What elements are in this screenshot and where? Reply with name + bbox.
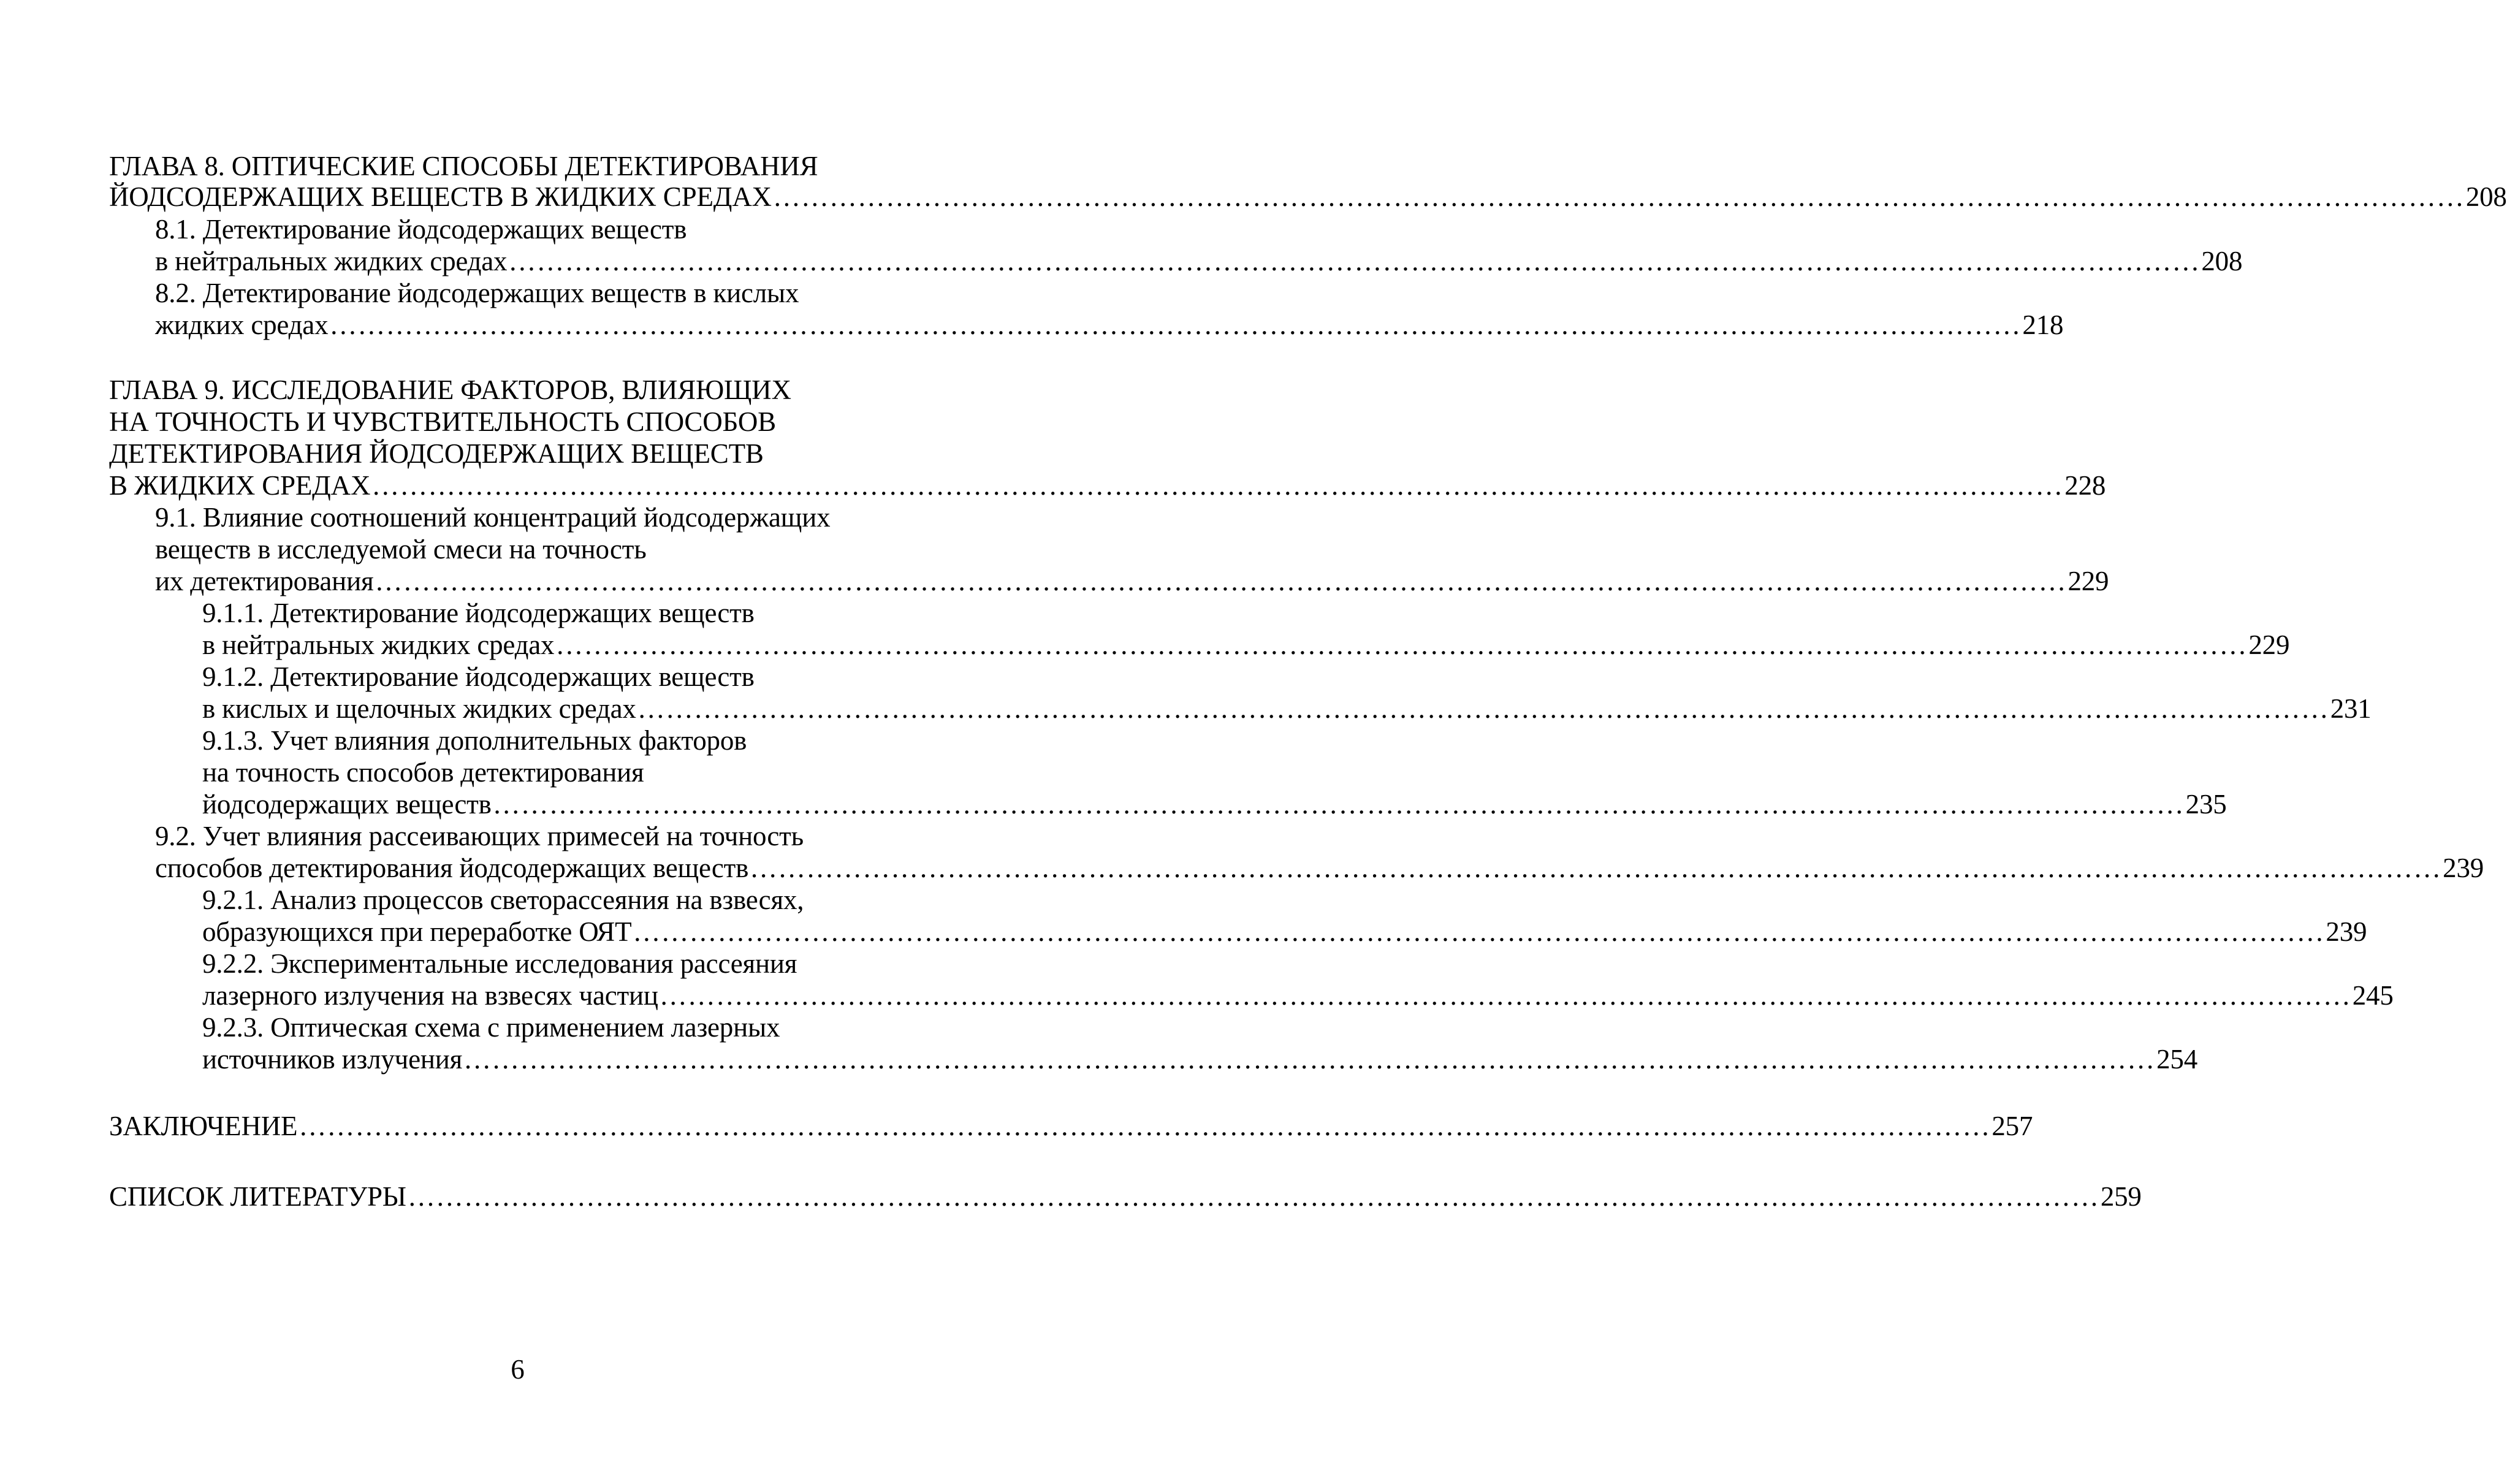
toc-page-number: 218 <box>2022 310 2064 340</box>
toc-page-number: 259 <box>2100 1181 2142 1212</box>
toc-entry <box>155 565 2109 597</box>
toc-page-number: 229 <box>2248 630 2290 660</box>
toc-entry-references <box>109 1181 2142 1212</box>
toc-entry <box>109 470 2106 501</box>
dot-leader: ……………………………………………………………………………………………………………………………………………………………… <box>329 310 2022 340</box>
toc-text: способов детектирования йодсодержащих веществ <box>155 853 749 883</box>
toc-text: 9.2.1. Анализ процессов светорассеяния на взвесях, <box>202 885 804 915</box>
toc-chapter-heading <box>109 438 764 470</box>
toc-text: в кислых и щелочных жидких средах <box>202 693 636 724</box>
toc-text: йодсодержащих веществ <box>202 789 492 820</box>
toc-entry <box>202 916 2367 948</box>
dot-leader: ……………………………………………………………………………………………………………………………………………………………… <box>371 470 2064 501</box>
toc-text: на точность способов детектирования <box>202 757 644 788</box>
toc-text: ЗАКЛЮЧЕНИЕ <box>109 1111 298 1141</box>
toc-page-number: 208 <box>2465 181 2507 212</box>
toc-text: в нейтральных жидких средах <box>202 630 555 660</box>
toc-text: СПИСОК ЛИТЕРАТУРЫ <box>109 1181 406 1212</box>
toc-section <box>155 533 647 565</box>
toc-text: ЙОДСОДЕРЖАЩИХ ВЕЩЕСТВ В ЖИДКИХ СРЕДАХ <box>109 181 772 212</box>
toc-text: 8.2. Детектирование йодсодержащих веществ в кислых <box>155 278 799 308</box>
toc-text: ГЛАВА 9. ИССЛЕДОВАНИЕ ФАКТОРОВ, ВЛИЯЮЩИХ <box>109 375 791 405</box>
toc-text: их детектирования <box>155 566 374 596</box>
toc-text: лазерного излучения на взвесях частиц <box>202 980 658 1011</box>
toc-page-number: 228 <box>2064 470 2106 501</box>
toc-text: 9.2.3. Оптическая схема с применением лазерных <box>202 1012 780 1043</box>
toc-text: 9.1.1. Детектирование йодсодержащих веществ <box>202 598 755 628</box>
dot-leader: ……………………………………………………………………………………………………………………………………………………………… <box>659 980 2351 1011</box>
toc-section <box>155 213 687 245</box>
toc-page-number: 254 <box>2156 1044 2198 1075</box>
toc-text: образующихся при переработке ОЯТ <box>202 916 632 947</box>
toc-page-number: 231 <box>2330 693 2372 724</box>
dot-leader: ……………………………………………………………………………………………………………………………………………………………… <box>492 789 2185 820</box>
toc-entry <box>202 693 2372 725</box>
toc-text: 9.1. Влияние соотношений концентраций йодсодержащих <box>155 502 831 533</box>
dot-leader: ……………………………………………………………………………………………………………………………………………………………… <box>299 1111 1991 1141</box>
toc-entry <box>155 245 2243 277</box>
toc-text: В ЖИДКИХ СРЕДАХ <box>109 470 371 501</box>
toc-page-number: 208 <box>2201 246 2243 276</box>
toc-entry <box>155 309 2064 341</box>
dot-leader: ……………………………………………………………………………………………………………………………………………………………… <box>407 1181 2099 1212</box>
dot-leader: ……………………………………………………………………………………………………………………………………………………………… <box>375 566 2067 596</box>
toc-subsection <box>202 661 755 693</box>
toc-section <box>155 501 830 533</box>
toc-text: источников излучения <box>202 1044 463 1075</box>
toc-text: 9.2. Учет влияния рассеивающих примесей на точность <box>155 821 804 851</box>
toc-section <box>155 820 804 852</box>
toc-text: 8.1. Детектирование йодсодержащих веществ <box>155 214 687 245</box>
toc-entry <box>155 852 2484 884</box>
toc-page-number: 239 <box>2443 853 2484 883</box>
toc-entry <box>202 1043 2198 1075</box>
toc-text: ДЕТЕКТИРОВАНИЯ ЙОДСОДЕРЖАЩИХ ВЕЩЕСТВ <box>109 438 764 469</box>
toc-text: веществ в исследуемой смеси на точность <box>155 534 647 565</box>
page-number: 6 <box>511 1354 525 1385</box>
toc-page-number: 235 <box>2185 789 2227 820</box>
toc-page-number: 229 <box>2068 566 2109 596</box>
toc-chapter-heading <box>109 150 818 182</box>
toc-chapter-heading <box>109 374 791 406</box>
dot-leader: ……………………………………………………………………………………………………………………………………………………………… <box>637 693 2329 724</box>
toc-text: 9.1.3. Учет влияния дополнительных факторов <box>202 725 747 756</box>
toc-text: ГЛАВА 8. ОПТИЧЕСКИЕ СПОСОБЫ ДЕТЕКТИРОВАНИЯ <box>109 151 818 181</box>
toc-subsection <box>202 1011 780 1043</box>
toc-entry <box>202 980 2394 1011</box>
toc-entry-conclusion <box>109 1110 2033 1142</box>
dot-leader: ……………………………………………………………………………………………………………………………………………………………… <box>772 181 2465 212</box>
toc-entry <box>202 788 2227 820</box>
toc-text: жидких средах <box>155 310 329 340</box>
toc-subsection <box>202 725 747 756</box>
dot-leader: ……………………………………………………………………………………………………………………………………………………………… <box>633 916 2325 947</box>
dot-leader: ……………………………………………………………………………………………………………………………………………………………… <box>463 1044 2156 1075</box>
toc-section <box>155 277 799 309</box>
toc-page-number: 239 <box>2326 916 2367 947</box>
toc-page-number: 245 <box>2352 980 2394 1011</box>
dot-leader: ……………………………………………………………………………………………………………………………………………………………… <box>555 630 2248 660</box>
dot-leader: ……………………………………………………………………………………………………………………………………………………………… <box>508 246 2201 276</box>
toc-entry <box>109 181 2507 213</box>
toc-text: 9.1.2. Детектирование йодсодержащих веществ <box>202 661 755 692</box>
toc-entry <box>202 629 2290 661</box>
toc-subsection <box>202 597 755 629</box>
toc-text: в нейтральных жидких средах <box>155 246 508 276</box>
toc-subsection <box>202 948 797 980</box>
toc-chapter-heading <box>109 406 776 438</box>
dot-leader: ……………………………………………………………………………………………………………………………………………………………… <box>750 853 2442 883</box>
toc-subsection <box>202 756 644 788</box>
toc-text: НА ТОЧНОСТЬ И ЧУВСТВИТЕЛЬНОСТЬ СПОСОБОВ <box>109 406 776 437</box>
toc-subsection <box>202 884 804 916</box>
toc-text: 9.2.2. Экспериментальные исследования рассеяния <box>202 948 797 979</box>
toc-page-number: 257 <box>1992 1111 2033 1141</box>
